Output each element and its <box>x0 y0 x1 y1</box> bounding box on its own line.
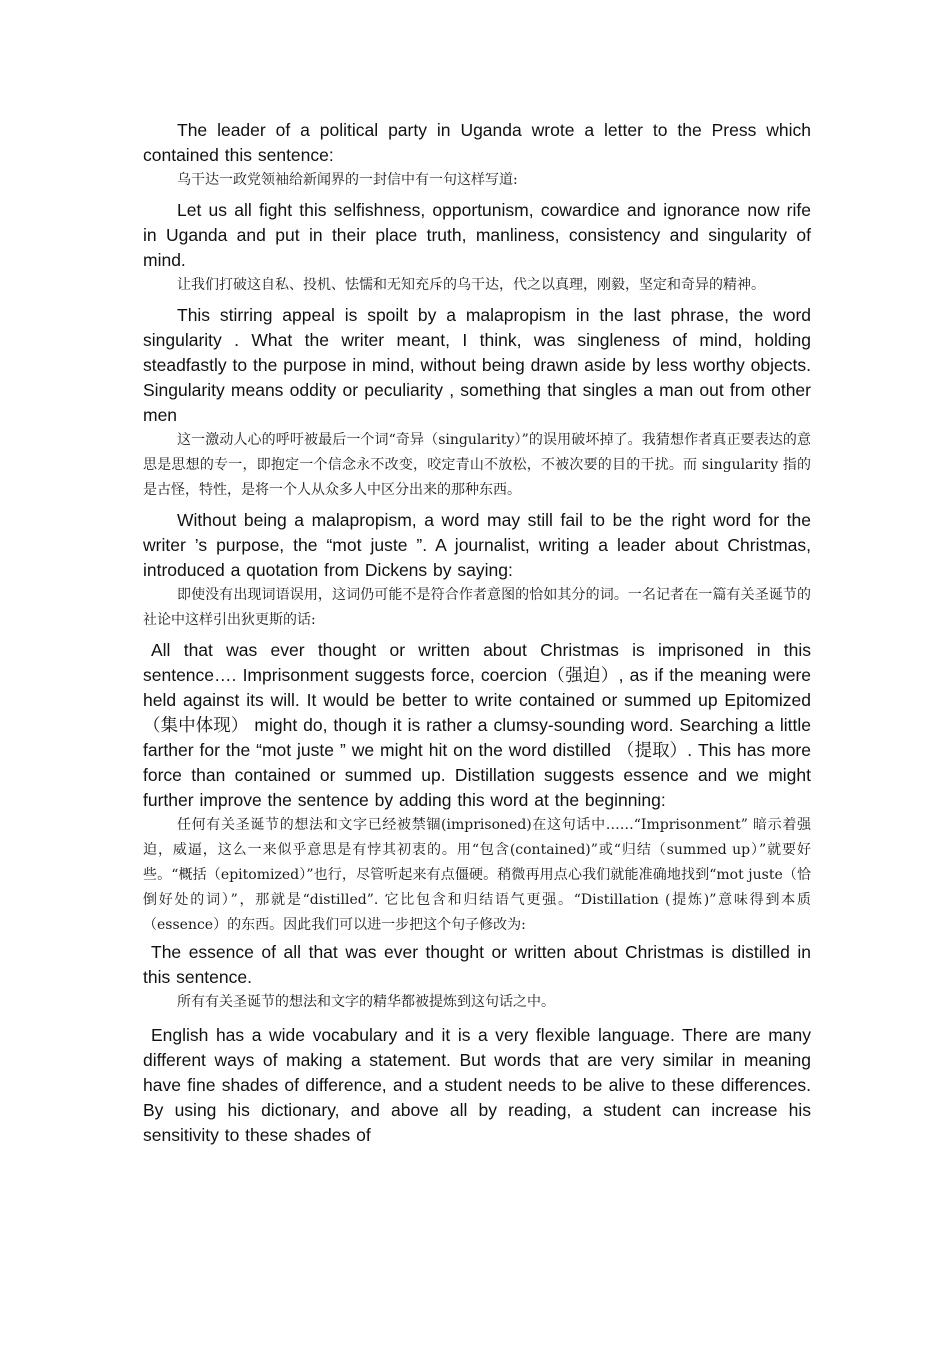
paragraph-zh-intro: 乌干达一政党领袖给新闻界的一封信中有一句这样写道: <box>177 172 518 188</box>
paragraph-zh-mot-juste: 即使没有出现词语误用，这词仍可能不是符合作者意图的恰如其分的词。一名记者在一篇有关圣诞节的社论中这样引出狄更斯的话: <box>143 587 811 628</box>
paragraph-zh-imprisoned: 任何有关圣诞节的想法和文字已经被禁锢(imprisoned)在这句话中……“Imprisonment” 暗示着强迫，威逼，这么一来似乎意思是有悖其初衷的。用“包含(contained)”或“归结（summed up）”就要好些。“概括（epitomized）”也行，尽管听起来有点僵硬。稍微再用点心我们就能准确地找到“mot juste（恰倒好处的词）”，那就是“distilled”. 它比包含和归结语气更强。“Distillation (提炼)”意味得到本质（essence）的东西。因此我们可以进一步把这个句子修改为: <box>143 817 811 933</box>
paragraph-zh-malapropism: 这一激动人心的呼吁被最后一个词“奇异（singularity）”的误用破坏掉了。我猜想作者真正要表达的意思是思想的专一，即抱定一个信念永不改变，咬定青山不放松，不被次要的目的干扰。而 singularity 指的是古怪，特性，是将一个人从众多人中区分出来的那种东西。 <box>143 432 811 498</box>
paragraph-en-malapropism: This stirring appeal is spoilt by a malapropism in the last phrase, the word singularity . What the writer meant, I think, was singleness of mind, holding steadfastly to the purpose in mind, without being drawn aside by less worthy objects. Singularity means oddity or peculiarity , something that singles a man out from other men <box>143 305 811 425</box>
paragraph-en-essence: The essence of all that was ever thought or written about Christmas is distilled in this sentence. <box>143 942 811 987</box>
paragraph-en-intro: The leader of a political party in Uganda wrote a letter to the Press which contained this sentence: <box>143 120 811 165</box>
paragraph-zh-quote: 让我们打破这自私、投机、怯懦和无知充斥的乌干达，代之以真理，刚毅，坚定和奇异的精神。 <box>177 277 765 293</box>
paragraph-en-quote: Let us all fight this selfishness, opportunism, cowardice and ignorance now rife in Uganda and put in their place truth, manliness, consistency and singularity of mind. <box>143 200 811 270</box>
paragraph-zh-essence: 所有有关圣诞节的想法和文字的精华都被提炼到这句话之中。 <box>177 994 555 1010</box>
document-page <box>143 118 811 1148</box>
paragraph-en-mot-juste: Without being a malapropism, a word may still fail to be the right word for the writer ’s purpose, the “mot juste ”. A journalist, writing a leader about Christmas, introduced a quotation from Dickens by saying: <box>143 510 811 580</box>
paragraph-en-imprisoned: All that was ever thought or written about Christmas is imprisoned in this sentence…. Imprisonment suggests force, coercion（强迫）, as if the meaning were held against its will. It would be better to write contained or summed up Epitomized （集中体现） might do, though it is rather a clumsy-sounding word. Searching a little farther for the “mot juste ” we might hit on the word distilled （提取）. This has more force than contained or summed up. Distillation suggests essence and we might further improve the sentence by adding this word at the beginning: <box>143 640 811 810</box>
paragraph-en-vocabulary: English has a wide vocabulary and it is a very flexible language. There are many different ways of making a statement. But words that are very similar in meaning have fine shades of difference, and a student needs to be alive to these differences. By using his dictionary, and above all by reading, a student can increase his sensitivity to these shades of <box>143 1025 811 1145</box>
